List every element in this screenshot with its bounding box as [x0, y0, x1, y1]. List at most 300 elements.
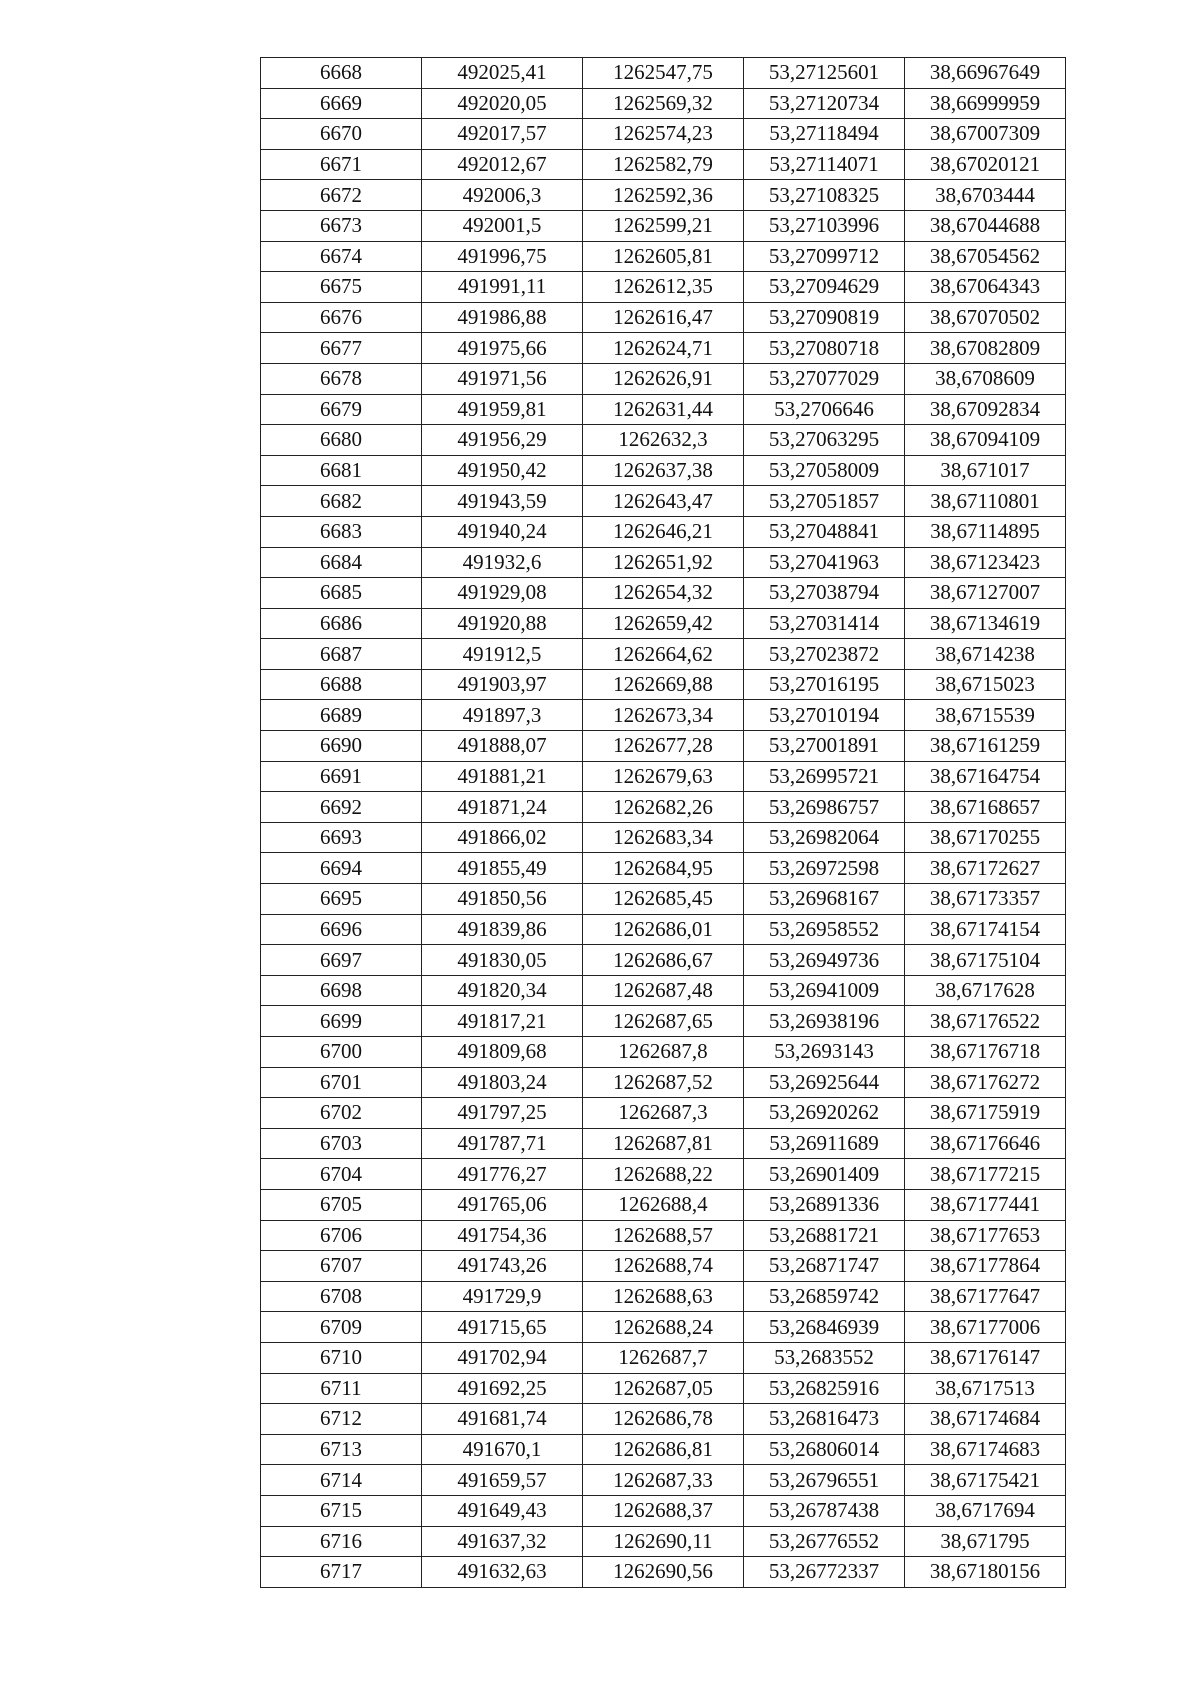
- longitude-cell: 38,6715539: [905, 700, 1066, 731]
- longitude-cell: 38,67161259: [905, 731, 1066, 762]
- table-row: [261, 149, 1066, 180]
- y-coordinate-cell: 1262683,34: [583, 822, 744, 853]
- point-number-cell: 6676: [261, 302, 422, 333]
- y-coordinate-cell: 1262688,74: [583, 1251, 744, 1282]
- latitude-cell: 53,26958552: [744, 914, 905, 945]
- y-coordinate-cell: 1262688,37: [583, 1495, 744, 1526]
- longitude-cell: 38,67176522: [905, 1006, 1066, 1037]
- y-coordinate-cell: 1262669,88: [583, 669, 744, 700]
- point-number-cell: 6678: [261, 363, 422, 394]
- latitude-cell: 53,27080718: [744, 333, 905, 364]
- point-number-cell: 6668: [261, 58, 422, 89]
- table-row: [261, 1557, 1066, 1588]
- x-coordinate-cell: 492001,5: [422, 210, 583, 241]
- latitude-cell: 53,27114071: [744, 149, 905, 180]
- table-row: [261, 88, 1066, 119]
- table-row: [261, 241, 1066, 272]
- y-coordinate-cell: 1262687,05: [583, 1373, 744, 1404]
- table-row: [261, 1189, 1066, 1220]
- x-coordinate-cell: 491649,43: [422, 1495, 583, 1526]
- latitude-cell: 53,26920262: [744, 1098, 905, 1129]
- point-number-cell: 6707: [261, 1251, 422, 1282]
- latitude-cell: 53,27041963: [744, 547, 905, 578]
- longitude-cell: 38,66999959: [905, 88, 1066, 119]
- latitude-cell: 53,27077029: [744, 363, 905, 394]
- x-coordinate-cell: 492006,3: [422, 180, 583, 211]
- y-coordinate-cell: 1262686,81: [583, 1434, 744, 1465]
- y-coordinate-cell: 1262687,48: [583, 975, 744, 1006]
- table-row: [261, 58, 1066, 89]
- longitude-cell: 38,67176718: [905, 1037, 1066, 1068]
- y-coordinate-cell: 1262688,57: [583, 1220, 744, 1251]
- point-number-cell: 6701: [261, 1067, 422, 1098]
- x-coordinate-cell: 491950,42: [422, 455, 583, 486]
- y-coordinate-cell: 1262637,38: [583, 455, 744, 486]
- latitude-cell: 53,26941009: [744, 975, 905, 1006]
- point-number-cell: 6704: [261, 1159, 422, 1190]
- x-coordinate-cell: 491809,68: [422, 1037, 583, 1068]
- point-number-cell: 6674: [261, 241, 422, 272]
- x-coordinate-cell: 492012,67: [422, 149, 583, 180]
- point-number-cell: 6682: [261, 486, 422, 517]
- point-number-cell: 6680: [261, 425, 422, 456]
- table-row: [261, 700, 1066, 731]
- y-coordinate-cell: 1262682,26: [583, 792, 744, 823]
- coordinates-table-body: [261, 58, 1066, 1588]
- x-coordinate-cell: 491797,25: [422, 1098, 583, 1129]
- table-row: [261, 1434, 1066, 1465]
- table-row: [261, 1220, 1066, 1251]
- latitude-cell: 53,27094629: [744, 272, 905, 303]
- x-coordinate-cell: 491715,65: [422, 1312, 583, 1343]
- point-number-cell: 6697: [261, 945, 422, 976]
- table-row: [261, 425, 1066, 456]
- x-coordinate-cell: 491787,71: [422, 1128, 583, 1159]
- x-coordinate-cell: 491850,56: [422, 884, 583, 915]
- point-number-cell: 6672: [261, 180, 422, 211]
- point-number-cell: 6716: [261, 1526, 422, 1557]
- y-coordinate-cell: 1262624,71: [583, 333, 744, 364]
- x-coordinate-cell: 491959,81: [422, 394, 583, 425]
- x-coordinate-cell: 491702,94: [422, 1342, 583, 1373]
- y-coordinate-cell: 1262673,34: [583, 700, 744, 731]
- y-coordinate-cell: 1262684,95: [583, 853, 744, 884]
- x-coordinate-cell: 491971,56: [422, 363, 583, 394]
- longitude-cell: 38,67114895: [905, 516, 1066, 547]
- x-coordinate-cell: 492017,57: [422, 119, 583, 150]
- x-coordinate-cell: 491881,21: [422, 761, 583, 792]
- longitude-cell: 38,67174683: [905, 1434, 1066, 1465]
- y-coordinate-cell: 1262688,4: [583, 1189, 744, 1220]
- table-row: [261, 119, 1066, 150]
- x-coordinate-cell: 491871,24: [422, 792, 583, 823]
- latitude-cell: 53,26982064: [744, 822, 905, 853]
- latitude-cell: 53,27038794: [744, 578, 905, 609]
- table-row: [261, 578, 1066, 609]
- table-row: [261, 669, 1066, 700]
- x-coordinate-cell: 491888,07: [422, 731, 583, 762]
- table-row: [261, 1495, 1066, 1526]
- point-number-cell: 6688: [261, 669, 422, 700]
- latitude-cell: 53,26938196: [744, 1006, 905, 1037]
- point-number-cell: 6693: [261, 822, 422, 853]
- table-row: [261, 302, 1066, 333]
- table-row: [261, 1128, 1066, 1159]
- y-coordinate-cell: 1262664,62: [583, 639, 744, 670]
- longitude-cell: 38,67092834: [905, 394, 1066, 425]
- longitude-cell: 38,67110801: [905, 486, 1066, 517]
- y-coordinate-cell: 1262687,8: [583, 1037, 744, 1068]
- x-coordinate-cell: 491803,24: [422, 1067, 583, 1098]
- latitude-cell: 53,26859742: [744, 1281, 905, 1312]
- latitude-cell: 53,27118494: [744, 119, 905, 150]
- x-coordinate-cell: 491765,06: [422, 1189, 583, 1220]
- longitude-cell: 38,67127007: [905, 578, 1066, 609]
- y-coordinate-cell: 1262685,45: [583, 884, 744, 915]
- point-number-cell: 6684: [261, 547, 422, 578]
- table-row: [261, 1526, 1066, 1557]
- point-number-cell: 6689: [261, 700, 422, 731]
- table-row: [261, 455, 1066, 486]
- table-row: [261, 547, 1066, 578]
- latitude-cell: 53,26972598: [744, 853, 905, 884]
- table-row: [261, 1465, 1066, 1496]
- table-row: [261, 1067, 1066, 1098]
- latitude-cell: 53,26796551: [744, 1465, 905, 1496]
- table-row: [261, 731, 1066, 762]
- table-row: [261, 180, 1066, 211]
- y-coordinate-cell: 1262632,3: [583, 425, 744, 456]
- table-row: [261, 363, 1066, 394]
- x-coordinate-cell: 491839,86: [422, 914, 583, 945]
- x-coordinate-cell: 491940,24: [422, 516, 583, 547]
- table-row: [261, 1159, 1066, 1190]
- table-row: [261, 486, 1066, 517]
- x-coordinate-cell: 491776,27: [422, 1159, 583, 1190]
- point-number-cell: 6685: [261, 578, 422, 609]
- point-number-cell: 6702: [261, 1098, 422, 1129]
- table-row: [261, 272, 1066, 303]
- x-coordinate-cell: 491929,08: [422, 578, 583, 609]
- latitude-cell: 53,26901409: [744, 1159, 905, 1190]
- y-coordinate-cell: 1262569,32: [583, 88, 744, 119]
- x-coordinate-cell: 491943,59: [422, 486, 583, 517]
- table-row: [261, 1098, 1066, 1129]
- latitude-cell: 53,26825916: [744, 1373, 905, 1404]
- table-row: [261, 639, 1066, 670]
- table-row: [261, 394, 1066, 425]
- latitude-cell: 53,26871747: [744, 1251, 905, 1282]
- x-coordinate-cell: 491632,63: [422, 1557, 583, 1588]
- latitude-cell: 53,26787438: [744, 1495, 905, 1526]
- table-row: [261, 761, 1066, 792]
- point-number-cell: 6687: [261, 639, 422, 670]
- table-row: [261, 210, 1066, 241]
- latitude-cell: 53,27023872: [744, 639, 905, 670]
- x-coordinate-cell: 491897,3: [422, 700, 583, 731]
- point-number-cell: 6692: [261, 792, 422, 823]
- y-coordinate-cell: 1262599,21: [583, 210, 744, 241]
- latitude-cell: 53,27108325: [744, 180, 905, 211]
- longitude-cell: 38,67173357: [905, 884, 1066, 915]
- latitude-cell: 53,2693143: [744, 1037, 905, 1068]
- longitude-cell: 38,67064343: [905, 272, 1066, 303]
- point-number-cell: 6669: [261, 88, 422, 119]
- x-coordinate-cell: 491996,75: [422, 241, 583, 272]
- longitude-cell: 38,67176646: [905, 1128, 1066, 1159]
- x-coordinate-cell: 491991,11: [422, 272, 583, 303]
- longitude-cell: 38,671795: [905, 1526, 1066, 1557]
- y-coordinate-cell: 1262612,35: [583, 272, 744, 303]
- longitude-cell: 38,67177441: [905, 1189, 1066, 1220]
- longitude-cell: 38,67176147: [905, 1342, 1066, 1373]
- y-coordinate-cell: 1262688,24: [583, 1312, 744, 1343]
- y-coordinate-cell: 1262646,21: [583, 516, 744, 547]
- y-coordinate-cell: 1262592,36: [583, 180, 744, 211]
- point-number-cell: 6698: [261, 975, 422, 1006]
- latitude-cell: 53,27090819: [744, 302, 905, 333]
- point-number-cell: 6694: [261, 853, 422, 884]
- x-coordinate-cell: 491681,74: [422, 1404, 583, 1435]
- y-coordinate-cell: 1262687,52: [583, 1067, 744, 1098]
- y-coordinate-cell: 1262651,92: [583, 547, 744, 578]
- point-number-cell: 6705: [261, 1189, 422, 1220]
- y-coordinate-cell: 1262605,81: [583, 241, 744, 272]
- table-row: [261, 1281, 1066, 1312]
- point-number-cell: 6714: [261, 1465, 422, 1496]
- table-row: [261, 792, 1066, 823]
- x-coordinate-cell: 491912,5: [422, 639, 583, 670]
- point-number-cell: 6695: [261, 884, 422, 915]
- table-row: [261, 1312, 1066, 1343]
- longitude-cell: 38,67177215: [905, 1159, 1066, 1190]
- x-coordinate-cell: 491986,88: [422, 302, 583, 333]
- x-coordinate-cell: 491692,25: [422, 1373, 583, 1404]
- latitude-cell: 53,26995721: [744, 761, 905, 792]
- latitude-cell: 53,27031414: [744, 608, 905, 639]
- longitude-cell: 38,67020121: [905, 149, 1066, 180]
- x-coordinate-cell: 491830,05: [422, 945, 583, 976]
- latitude-cell: 53,27058009: [744, 455, 905, 486]
- y-coordinate-cell: 1262687,7: [583, 1342, 744, 1373]
- point-number-cell: 6683: [261, 516, 422, 547]
- longitude-cell: 38,67123423: [905, 547, 1066, 578]
- y-coordinate-cell: 1262688,63: [583, 1281, 744, 1312]
- longitude-cell: 38,67175421: [905, 1465, 1066, 1496]
- y-coordinate-cell: 1262690,11: [583, 1526, 744, 1557]
- longitude-cell: 38,66967649: [905, 58, 1066, 89]
- table-row: [261, 914, 1066, 945]
- longitude-cell: 38,67134619: [905, 608, 1066, 639]
- table-row: [261, 1404, 1066, 1435]
- longitude-cell: 38,67070502: [905, 302, 1066, 333]
- longitude-cell: 38,671017: [905, 455, 1066, 486]
- y-coordinate-cell: 1262687,33: [583, 1465, 744, 1496]
- point-number-cell: 6681: [261, 455, 422, 486]
- point-number-cell: 6713: [261, 1434, 422, 1465]
- latitude-cell: 53,26806014: [744, 1434, 905, 1465]
- y-coordinate-cell: 1262626,91: [583, 363, 744, 394]
- y-coordinate-cell: 1262643,47: [583, 486, 744, 517]
- point-number-cell: 6708: [261, 1281, 422, 1312]
- x-coordinate-cell: 491729,9: [422, 1281, 583, 1312]
- point-number-cell: 6691: [261, 761, 422, 792]
- x-coordinate-cell: 491956,29: [422, 425, 583, 456]
- point-number-cell: 6677: [261, 333, 422, 364]
- x-coordinate-cell: 491743,26: [422, 1251, 583, 1282]
- y-coordinate-cell: 1262631,44: [583, 394, 744, 425]
- point-number-cell: 6690: [261, 731, 422, 762]
- latitude-cell: 53,27016195: [744, 669, 905, 700]
- latitude-cell: 53,26925644: [744, 1067, 905, 1098]
- x-coordinate-cell: 491920,88: [422, 608, 583, 639]
- x-coordinate-cell: 491903,97: [422, 669, 583, 700]
- table-row: [261, 1006, 1066, 1037]
- longitude-cell: 38,67170255: [905, 822, 1066, 853]
- latitude-cell: 53,27063295: [744, 425, 905, 456]
- point-number-cell: 6699: [261, 1006, 422, 1037]
- longitude-cell: 38,67177864: [905, 1251, 1066, 1282]
- table-row: [261, 333, 1066, 364]
- table-row: [261, 1373, 1066, 1404]
- point-number-cell: 6670: [261, 119, 422, 150]
- point-number-cell: 6712: [261, 1404, 422, 1435]
- x-coordinate-cell: 492025,41: [422, 58, 583, 89]
- longitude-cell: 38,67177006: [905, 1312, 1066, 1343]
- x-coordinate-cell: 491637,32: [422, 1526, 583, 1557]
- latitude-cell: 53,26911689: [744, 1128, 905, 1159]
- point-number-cell: 6686: [261, 608, 422, 639]
- longitude-cell: 38,67044688: [905, 210, 1066, 241]
- latitude-cell: 53,27048841: [744, 516, 905, 547]
- y-coordinate-cell: 1262574,23: [583, 119, 744, 150]
- table-row: [261, 1251, 1066, 1282]
- longitude-cell: 38,67180156: [905, 1557, 1066, 1588]
- latitude-cell: 53,27099712: [744, 241, 905, 272]
- y-coordinate-cell: 1262686,01: [583, 914, 744, 945]
- table-row: [261, 608, 1066, 639]
- point-number-cell: 6709: [261, 1312, 422, 1343]
- point-number-cell: 6717: [261, 1557, 422, 1588]
- latitude-cell: 53,26776552: [744, 1526, 905, 1557]
- x-coordinate-cell: 491670,1: [422, 1434, 583, 1465]
- y-coordinate-cell: 1262686,67: [583, 945, 744, 976]
- latitude-cell: 53,26772337: [744, 1557, 905, 1588]
- longitude-cell: 38,67094109: [905, 425, 1066, 456]
- latitude-cell: 53,27051857: [744, 486, 905, 517]
- latitude-cell: 53,27010194: [744, 700, 905, 731]
- latitude-cell: 53,27103996: [744, 210, 905, 241]
- y-coordinate-cell: 1262679,63: [583, 761, 744, 792]
- point-number-cell: 6679: [261, 394, 422, 425]
- y-coordinate-cell: 1262687,3: [583, 1098, 744, 1129]
- y-coordinate-cell: 1262687,81: [583, 1128, 744, 1159]
- y-coordinate-cell: 1262659,42: [583, 608, 744, 639]
- longitude-cell: 38,67172627: [905, 853, 1066, 884]
- table-row: [261, 516, 1066, 547]
- longitude-cell: 38,67177647: [905, 1281, 1066, 1312]
- longitude-cell: 38,6717694: [905, 1495, 1066, 1526]
- table-row: [261, 822, 1066, 853]
- longitude-cell: 38,67168657: [905, 792, 1066, 823]
- longitude-cell: 38,6715023: [905, 669, 1066, 700]
- table-row: [261, 1037, 1066, 1068]
- y-coordinate-cell: 1262547,75: [583, 58, 744, 89]
- x-coordinate-cell: 491866,02: [422, 822, 583, 853]
- longitude-cell: 38,67164754: [905, 761, 1066, 792]
- latitude-cell: 53,26816473: [744, 1404, 905, 1435]
- latitude-cell: 53,2706646: [744, 394, 905, 425]
- latitude-cell: 53,26968167: [744, 884, 905, 915]
- table-row: [261, 1342, 1066, 1373]
- longitude-cell: 38,67177653: [905, 1220, 1066, 1251]
- latitude-cell: 53,26881721: [744, 1220, 905, 1251]
- table-row: [261, 975, 1066, 1006]
- latitude-cell: 53,26891336: [744, 1189, 905, 1220]
- x-coordinate-cell: 491754,36: [422, 1220, 583, 1251]
- longitude-cell: 38,67174154: [905, 914, 1066, 945]
- x-coordinate-cell: 491975,66: [422, 333, 583, 364]
- latitude-cell: 53,26986757: [744, 792, 905, 823]
- x-coordinate-cell: 491659,57: [422, 1465, 583, 1496]
- point-number-cell: 6715: [261, 1495, 422, 1526]
- point-number-cell: 6703: [261, 1128, 422, 1159]
- y-coordinate-cell: 1262582,79: [583, 149, 744, 180]
- latitude-cell: 53,26846939: [744, 1312, 905, 1343]
- point-number-cell: 6706: [261, 1220, 422, 1251]
- point-number-cell: 6673: [261, 210, 422, 241]
- latitude-cell: 53,27120734: [744, 88, 905, 119]
- table-row: [261, 945, 1066, 976]
- longitude-cell: 38,6708609: [905, 363, 1066, 394]
- latitude-cell: 53,26949736: [744, 945, 905, 976]
- y-coordinate-cell: 1262687,65: [583, 1006, 744, 1037]
- latitude-cell: 53,2683552: [744, 1342, 905, 1373]
- longitude-cell: 38,67176272: [905, 1067, 1066, 1098]
- point-number-cell: 6671: [261, 149, 422, 180]
- y-coordinate-cell: 1262616,47: [583, 302, 744, 333]
- y-coordinate-cell: 1262654,32: [583, 578, 744, 609]
- latitude-cell: 53,27125601: [744, 58, 905, 89]
- x-coordinate-cell: 492020,05: [422, 88, 583, 119]
- y-coordinate-cell: 1262686,78: [583, 1404, 744, 1435]
- y-coordinate-cell: 1262688,22: [583, 1159, 744, 1190]
- longitude-cell: 38,67175104: [905, 945, 1066, 976]
- x-coordinate-cell: 491932,6: [422, 547, 583, 578]
- longitude-cell: 38,6717513: [905, 1373, 1066, 1404]
- point-number-cell: 6675: [261, 272, 422, 303]
- longitude-cell: 38,67082809: [905, 333, 1066, 364]
- longitude-cell: 38,67007309: [905, 119, 1066, 150]
- y-coordinate-cell: 1262690,56: [583, 1557, 744, 1588]
- longitude-cell: 38,6714238: [905, 639, 1066, 670]
- point-number-cell: 6710: [261, 1342, 422, 1373]
- longitude-cell: 38,67175919: [905, 1098, 1066, 1129]
- x-coordinate-cell: 491855,49: [422, 853, 583, 884]
- point-number-cell: 6696: [261, 914, 422, 945]
- table-row: [261, 853, 1066, 884]
- longitude-cell: 38,67174684: [905, 1404, 1066, 1435]
- y-coordinate-cell: 1262677,28: [583, 731, 744, 762]
- point-number-cell: 6711: [261, 1373, 422, 1404]
- x-coordinate-cell: 491817,21: [422, 1006, 583, 1037]
- point-number-cell: 6700: [261, 1037, 422, 1068]
- coordinates-table: [260, 57, 1066, 1588]
- longitude-cell: 38,6703444: [905, 180, 1066, 211]
- latitude-cell: 53,27001891: [744, 731, 905, 762]
- table-row: [261, 884, 1066, 915]
- x-coordinate-cell: 491820,34: [422, 975, 583, 1006]
